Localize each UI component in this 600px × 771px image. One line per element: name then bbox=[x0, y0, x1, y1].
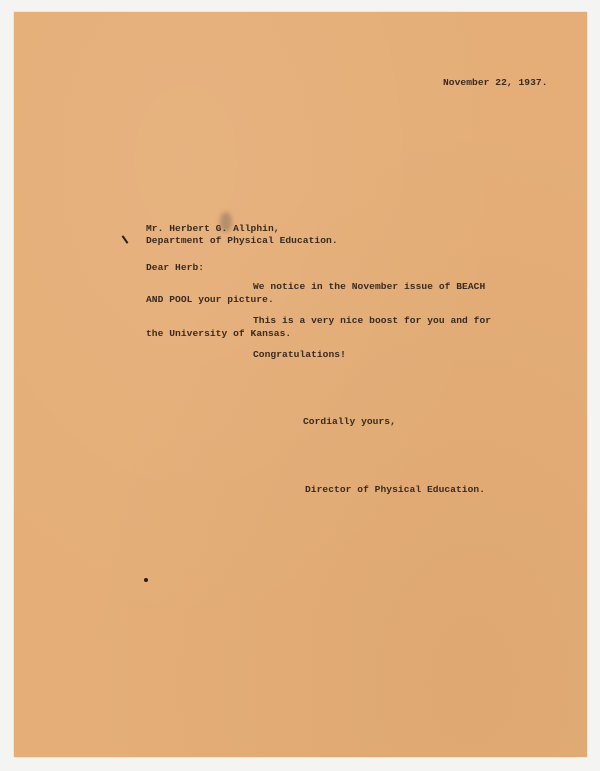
stray-mark bbox=[122, 235, 129, 244]
paragraph-1-line-2: AND POOL your picture. bbox=[146, 294, 274, 305]
recipient-department: Department of Physical Education. bbox=[146, 235, 338, 246]
salutation: Dear Herb: bbox=[146, 262, 205, 273]
ink-smudge bbox=[220, 212, 232, 232]
ink-dot bbox=[144, 578, 148, 582]
paragraph-2-line-2: the University of Kansas. bbox=[146, 328, 292, 339]
letter-date: November 22, 1937. bbox=[443, 77, 548, 88]
closing: Cordially yours, bbox=[303, 416, 396, 427]
signature-title: Director of Physical Education. bbox=[305, 484, 486, 495]
paragraph-1-line-1: We notice in the November issue of BEACH bbox=[253, 281, 486, 292]
letter-paper bbox=[14, 12, 587, 757]
congratulations-line: Congratulations! bbox=[253, 349, 346, 360]
recipient-name: Mr. Herbert G. Allphin, bbox=[146, 223, 280, 234]
paragraph-2-line-1: This is a very nice boost for you and for bbox=[253, 315, 492, 326]
